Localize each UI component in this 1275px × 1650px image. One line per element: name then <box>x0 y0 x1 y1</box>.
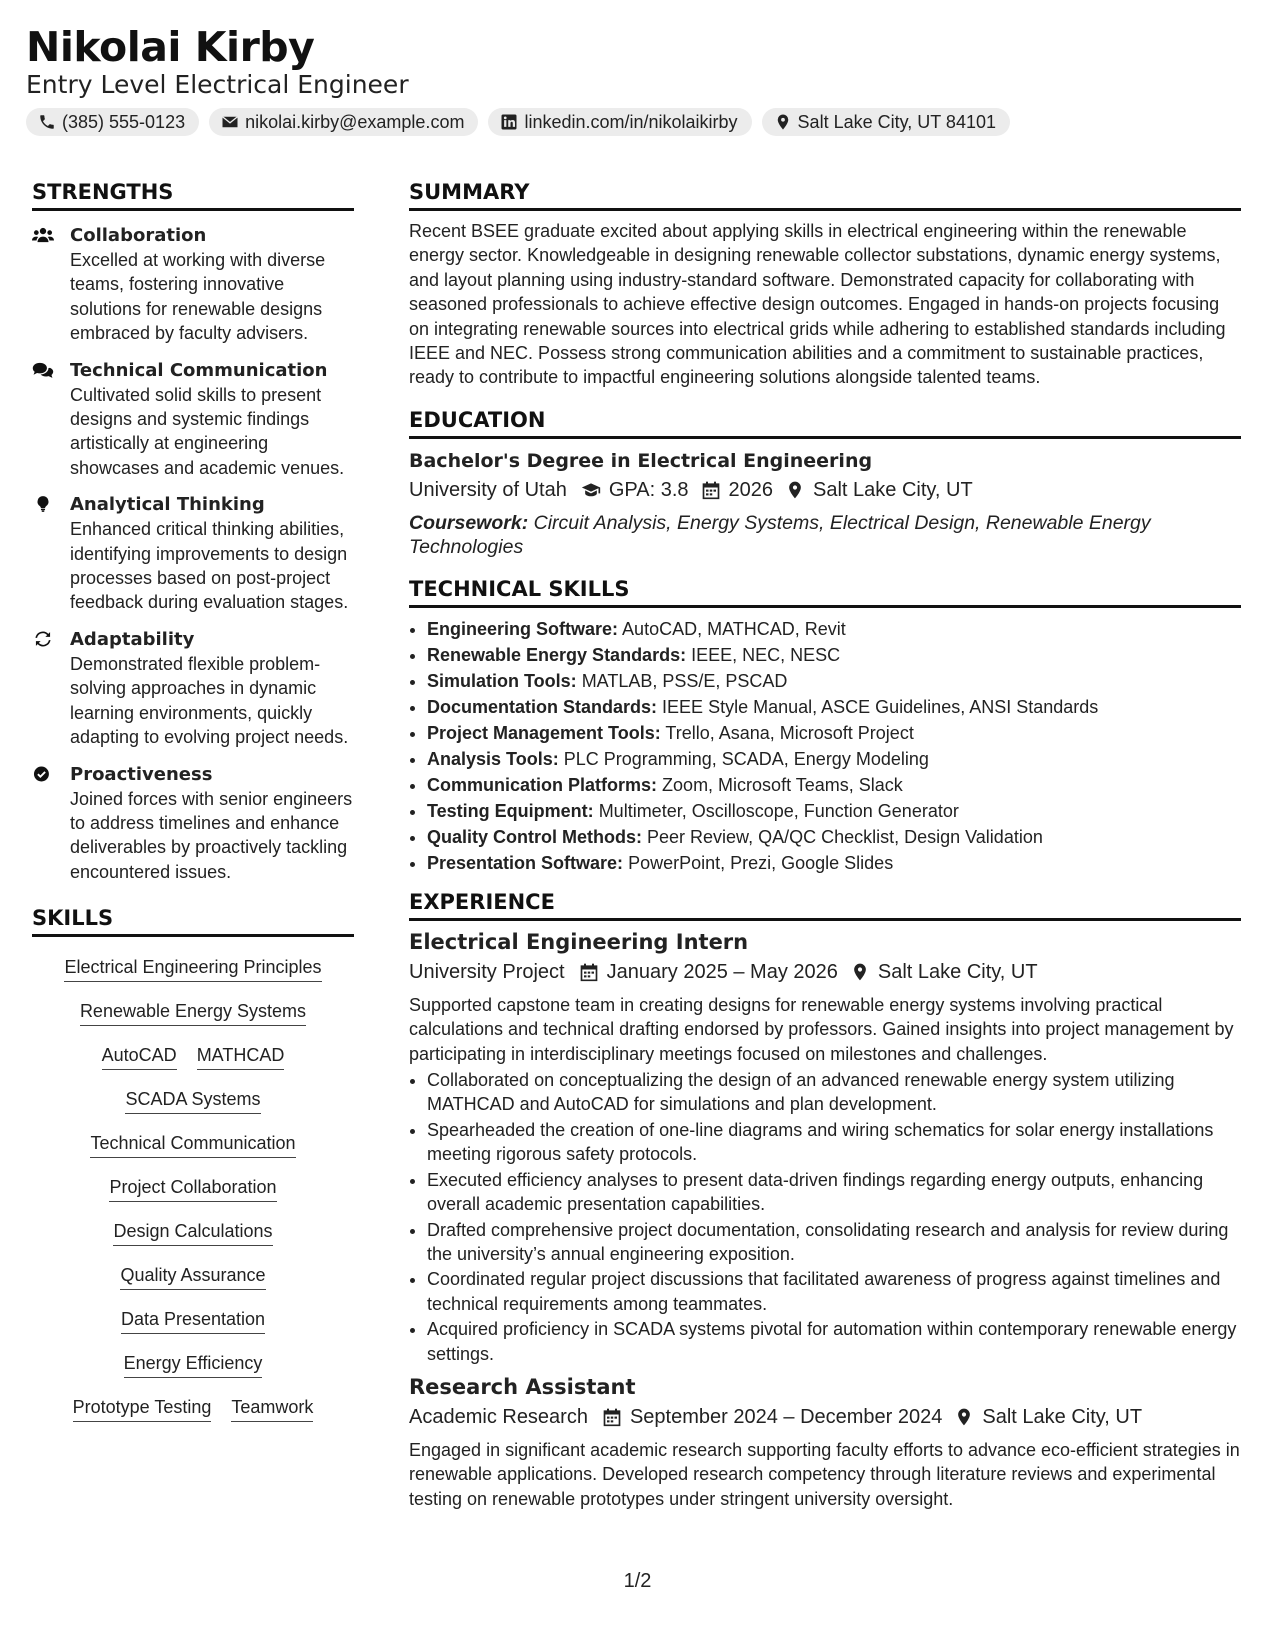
list-item <box>427 668 1241 694</box>
job-desc: Supported capstone team in creating designs for renewable energy systems involving practical calculations and technical drafting endorsed by professors. Gained insights into project management by participating in interdisciplinary meetings focused on milestones and challenges. <box>409 994 1234 1064</box>
skill-value: Peer Review, QA/QC Checklist, Design Validation <box>647 826 1043 847</box>
skill-value: PowerPoint, Prezi, Google Slides <box>628 852 894 873</box>
right-column <box>409 178 1241 1511</box>
job-bullets <box>409 1068 1241 1366</box>
candidate-title: Entry Level Electrical Engineer <box>26 70 409 99</box>
map-pin-icon <box>785 480 805 500</box>
skill-label: Documentation Standards: <box>427 696 658 717</box>
skill-label: Renewable Energy Standards: <box>427 644 687 665</box>
strength-item <box>32 358 354 481</box>
strength-title: Collaboration <box>70 225 207 246</box>
skill-value: Trello, Asana, Microsoft Project <box>665 722 914 743</box>
strength-item <box>32 492 354 615</box>
skill-tag: SCADA Systems <box>125 1087 260 1114</box>
job-desc: Engaged in significant academic research supporting faculty efforts to advance eco-efficient strategies in renewable applications. Developed research competency through literature reviews and experimental testing on renewable prototypes under stringent university oversight. <box>409 1439 1240 1509</box>
contact-location-text: Salt Lake City, UT 84101 <box>797 111 996 132</box>
skills-heading: SKILLS <box>32 904 354 937</box>
job-dates: September 2024 – December 2024 <box>629 1405 943 1428</box>
resume-header <box>26 22 1246 136</box>
list-item: • Drafted comprehensive project documentation, consolidating research and analysis for review during the university’s annual engineering exposition. <box>427 1218 1241 1267</box>
skill-label: Testing Equipment: <box>427 800 594 821</box>
skill-tag: Prototype Testing <box>73 1395 212 1422</box>
job-meta <box>409 1402 1241 1432</box>
skill-tag: MATHCAD <box>197 1043 285 1070</box>
strength-title: Adaptability <box>70 628 195 650</box>
school-name: University of Utah <box>409 478 567 501</box>
technical-skills-list <box>409 616 1241 876</box>
skills-list <box>32 955 354 1422</box>
strength-title: Technical Communication <box>70 359 328 381</box>
skill-tag: Data Presentation <box>121 1307 265 1334</box>
technical-skills-heading: TECHNICAL SKILLS <box>409 575 1241 608</box>
coursework <box>409 511 1241 559</box>
skill-tag: Design Calculations <box>113 1219 272 1246</box>
skill-label: Simulation Tools: <box>427 670 577 691</box>
degree-title: Bachelor's Degree in Electrical Engineering <box>409 449 873 472</box>
calendar-icon <box>602 1407 622 1427</box>
skill-value: IEEE, NEC, NESC <box>691 644 841 665</box>
job-title: Research Assistant <box>409 1374 636 1399</box>
list-item <box>427 694 1241 720</box>
skill-tag: Project Collaboration <box>109 1175 276 1202</box>
strength-desc: Cultivated solid skills to present designs and systemic findings artistically at engineering showcases and academic venues. <box>70 384 345 478</box>
page-number: 1/2 <box>623 1570 652 1592</box>
job-title: Electrical Engineering Intern <box>409 929 749 954</box>
strengths-heading: STRENGTHS <box>32 178 354 211</box>
contact-linkedin[interactable] <box>488 108 751 136</box>
list-item <box>427 824 1241 850</box>
list-item <box>427 746 1241 772</box>
map-pin-icon <box>850 962 870 982</box>
strength-desc: Excelled at working with diverse teams, fostering innovative solutions for renewable designs embraced by faculty advisers. <box>70 250 326 344</box>
job-entry <box>409 1372 1241 1511</box>
list-item: • Executed efficiency analyses to present data-driven findings regarding energy outputs, enhancing overall academic presentation capabilities. <box>427 1168 1241 1217</box>
graduation-cap-icon <box>581 480 601 500</box>
skill-label: Quality Control Methods: <box>427 826 642 847</box>
check-circle-icon <box>32 764 54 784</box>
contact-email[interactable] <box>209 108 478 136</box>
job-dates: January 2025 – May 2026 <box>606 960 838 983</box>
contact-bar <box>26 108 1246 136</box>
envelope-icon <box>221 113 239 131</box>
contact-phone[interactable] <box>26 108 199 136</box>
skill-value: Multimeter, Oscilloscope, Function Generator <box>598 800 959 821</box>
skill-tag: Teamwork <box>231 1395 313 1422</box>
list-item <box>427 616 1241 642</box>
skill-value: AutoCAD, MATHCAD, Revit <box>622 618 846 639</box>
map-pin-icon <box>954 1407 974 1427</box>
skill-tag: Energy Efficiency <box>124 1351 263 1378</box>
job-org: Academic Research <box>409 1405 588 1428</box>
strength-item <box>32 762 354 885</box>
strength-item <box>32 223 354 346</box>
skill-tag: Quality Assurance <box>120 1263 265 1290</box>
skill-label: Project Management Tools: <box>427 722 661 743</box>
list-item <box>427 850 1241 876</box>
graduation-year: 2026 <box>728 478 774 501</box>
list-item: • Acquired proficiency in SCADA systems pivotal for automation within contemporary renewable energy settings. <box>427 1317 1241 1366</box>
comments-icon <box>32 360 54 380</box>
gpa: GPA: 3.8 <box>608 478 689 501</box>
list-item <box>427 798 1241 824</box>
contact-linkedin-text: linkedin.com/in/nikolaikirby <box>524 111 738 132</box>
candidate-name: Nikolai Kirby <box>26 23 315 71</box>
job-entry <box>409 927 1241 1366</box>
list-item <box>427 642 1241 668</box>
strength-desc: Enhanced critical thinking abilities, identifying improvements to design processes based on post-project feedback during evaluation stages. <box>70 519 349 613</box>
list-item: • Collaborated on conceptualizing the design of an advanced renewable energy system utilizing MATHCAD and AutoCAD for simulations and plan development. <box>427 1068 1241 1117</box>
list-item <box>427 772 1241 798</box>
skill-label: Presentation Software: <box>427 852 624 873</box>
list-item <box>427 720 1241 746</box>
job-location: Salt Lake City, UT <box>877 960 1038 983</box>
skill-tag: Technical Communication <box>90 1131 295 1158</box>
contact-location[interactable] <box>762 108 1010 136</box>
summary-text: Recent BSEE graduate excited about applying skills in electrical engineering within the renewable energy sector. Knowledgeable in designing renewable collector substations, dynamic energy systems, and layout planning using industry-standard software. Demonstrated capacity for collaborating with seasoned professionals to achieve effective design outcomes. Engaged in hands-on projects focusing on integrating renewable sources into electrical grids while adhering to established standards including IEEE and NEC. Possess strong communication abilities and a commitment to sustainable practices, ready to contribute to impactful engineering solutions alongside talented teams. <box>409 221 1226 388</box>
skill-value: Zoom, Microsoft Teams, Slack <box>662 774 903 795</box>
skill-value: IEEE Style Manual, ASCE Guidelines, ANSI Standards <box>662 696 1099 717</box>
linkedin-icon <box>500 113 518 131</box>
coursework-text: Circuit Analysis, Energy Systems, Electrical Design, Renewable Energy Technologies <box>409 511 1151 558</box>
experience-heading: EXPERIENCE <box>409 888 1241 921</box>
skill-value: PLC Programming, SCADA, Energy Modeling <box>563 748 929 769</box>
calendar-icon <box>579 962 599 982</box>
skill-value: MATLAB, PSS/E, PSCAD <box>581 670 788 691</box>
strength-item <box>32 627 354 750</box>
skill-tag: Renewable Energy Systems <box>80 999 306 1026</box>
summary-heading: SUMMARY <box>409 178 1241 211</box>
strength-desc: Demonstrated flexible problem-solving approaches in dynamic learning environments, quickly adapting to evolving project needs. <box>70 653 349 748</box>
skill-label: Communication Platforms: <box>427 774 658 795</box>
coursework-label: Coursework: <box>409 511 529 534</box>
skill-label: Analysis Tools: <box>427 748 559 769</box>
skill-label: Engineering Software: <box>427 618 619 639</box>
list-item: • Spearheaded the creation of one-line diagrams and wiring schematics for solar energy installations meeting rigorous safety protocols. <box>427 1118 1241 1167</box>
strength-title: Analytical Thinking <box>70 494 265 516</box>
education-meta <box>409 475 1241 505</box>
strength-title: Proactiveness <box>70 763 213 785</box>
education-heading: EDUCATION <box>409 406 1241 439</box>
skill-tag: AutoCAD <box>102 1043 177 1070</box>
calendar-icon <box>701 480 721 500</box>
map-pin-icon <box>774 113 792 131</box>
lightbulb-icon <box>32 494 54 514</box>
users-icon <box>32 225 54 245</box>
left-column <box>32 178 354 1439</box>
job-location: Salt Lake City, UT <box>982 1405 1143 1428</box>
strength-desc: Joined forces with senior engineers to address timelines and enhance deliverables by proactively tackling encountered issues. <box>70 788 353 882</box>
skill-tag: Electrical Engineering Principles <box>64 955 321 982</box>
phone-icon <box>38 113 56 131</box>
contact-email-text: nikolai.kirby@example.com <box>245 111 465 132</box>
job-meta <box>409 957 1241 987</box>
sync-icon <box>32 629 54 649</box>
job-org: University Project <box>409 960 565 983</box>
contact-phone-text: (385) 555-0123 <box>62 111 186 132</box>
list-item: • Coordinated regular project discussions that facilitated awareness of progress against timelines and technical requirements among teammates. <box>427 1267 1241 1316</box>
education-location: Salt Lake City, UT <box>813 478 973 501</box>
